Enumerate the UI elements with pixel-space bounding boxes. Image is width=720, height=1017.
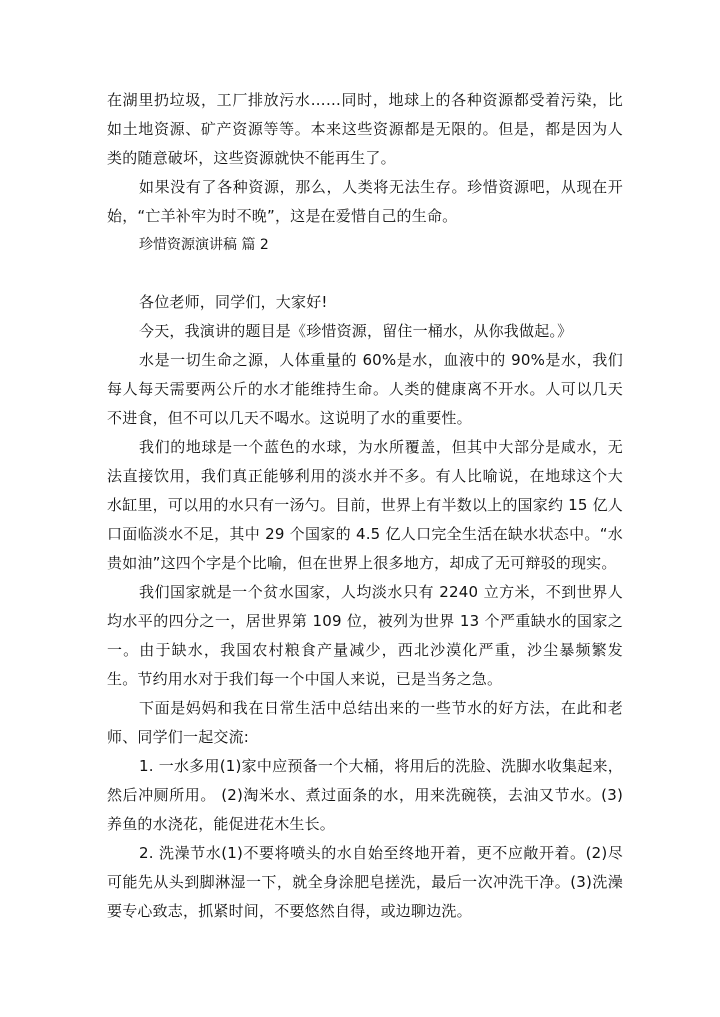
paragraph-cherish-resources: 如果没有了各种资源，那么，人类将无法生存。珍惜资源吧，从现在开始，“亡羊补牢为时不晚”，这是在爱惜自己的生命。	[107, 178, 623, 225]
section-heading: 珍惜资源演讲稿 篇 2	[139, 237, 269, 253]
paragraph-greeting: 各位老师，同学们，大家好!	[139, 293, 328, 311]
paragraph-tip-shower: 2. 洗澡节水(1)不要将喷头的水自始至终地开着，更不应敞开着。(2)尽可能先从头到脚淋湿一下，就全身涂肥皂搓洗，最后一次冲洗干净。(3)洗澡要专心致志，抓紧时间，不要悠然自得，或边聊边洗。	[107, 844, 623, 920]
paragraph-water-saving-intro: 下面是妈妈和我在日常生活中总结出来的一些节水的好方法，在此和老师、同学们一起交流:	[107, 699, 623, 746]
paragraph-water-source-of-life: 水是一切生命之源，人体重量的 60%是水，血液中的 90%是水，我们每人每天需要两公斤的水才能维持生命。人类的健康离不开水。人可以几天不进食，但不可以几天不喝水。这说明了水的重要性。	[107, 351, 623, 427]
document-body	[107, 86, 623, 926]
paragraph-tip-reuse-water: 1. 一水多用(1)家中应预备一个大桶，将用后的洗脸、洗脚水收集起来，然后冲厕所用。 (2)淘米水、煮过面条的水，用来洗碗筷，去油又节水。(3)养鱼的水浇花，能促进花木生长。	[107, 757, 623, 833]
paragraph-blue-planet: 我们的地球是一个蓝色的水球，为水所覆盖，但其中大部分是咸水，无法直接饮用，我们真正能够利用的淡水并不多。有人比喻说，在地球这个大水缸里，可以用的水只有一汤勺。目前，世界上有半数以上的国家约 15 亿人口面临淡水不足，其中 29 个国家的 4.5 亿人口完全生活在缺水状态中。“水贵如油”这四个字是个比喻，但在世界上很多地方，却成了无可辩驳的现实。	[107, 438, 623, 572]
paragraph-speech-topic: 今天，我演讲的题目是《珍惜资源，留住一桶水，从你我做起。》	[139, 322, 573, 340]
paragraph-water-poor-country: 我们国家就是一个贫水国家，人均淡水只有 2240 立方米，不到世界人均水平的四分之一，居世界第 109 位，被列为世界 13 个严重缺水的国家之一。由于缺水，我国农村粮食产量减少，西北沙漠化严重，沙尘暴频繁发生。节约用水对于我们每一个中国人来说，已是当务之急。	[107, 583, 623, 688]
paragraph-pollution: 在湖里扔垃圾，工厂排放污水……同时，地球上的各种资源都受着污染，比如土地资源、矿产资源等等。本来这些资源都是无限的。但是，都是因为人类的随意破坏，这些资源就快不能再生了。	[107, 91, 623, 167]
blank-line	[107, 260, 623, 288]
